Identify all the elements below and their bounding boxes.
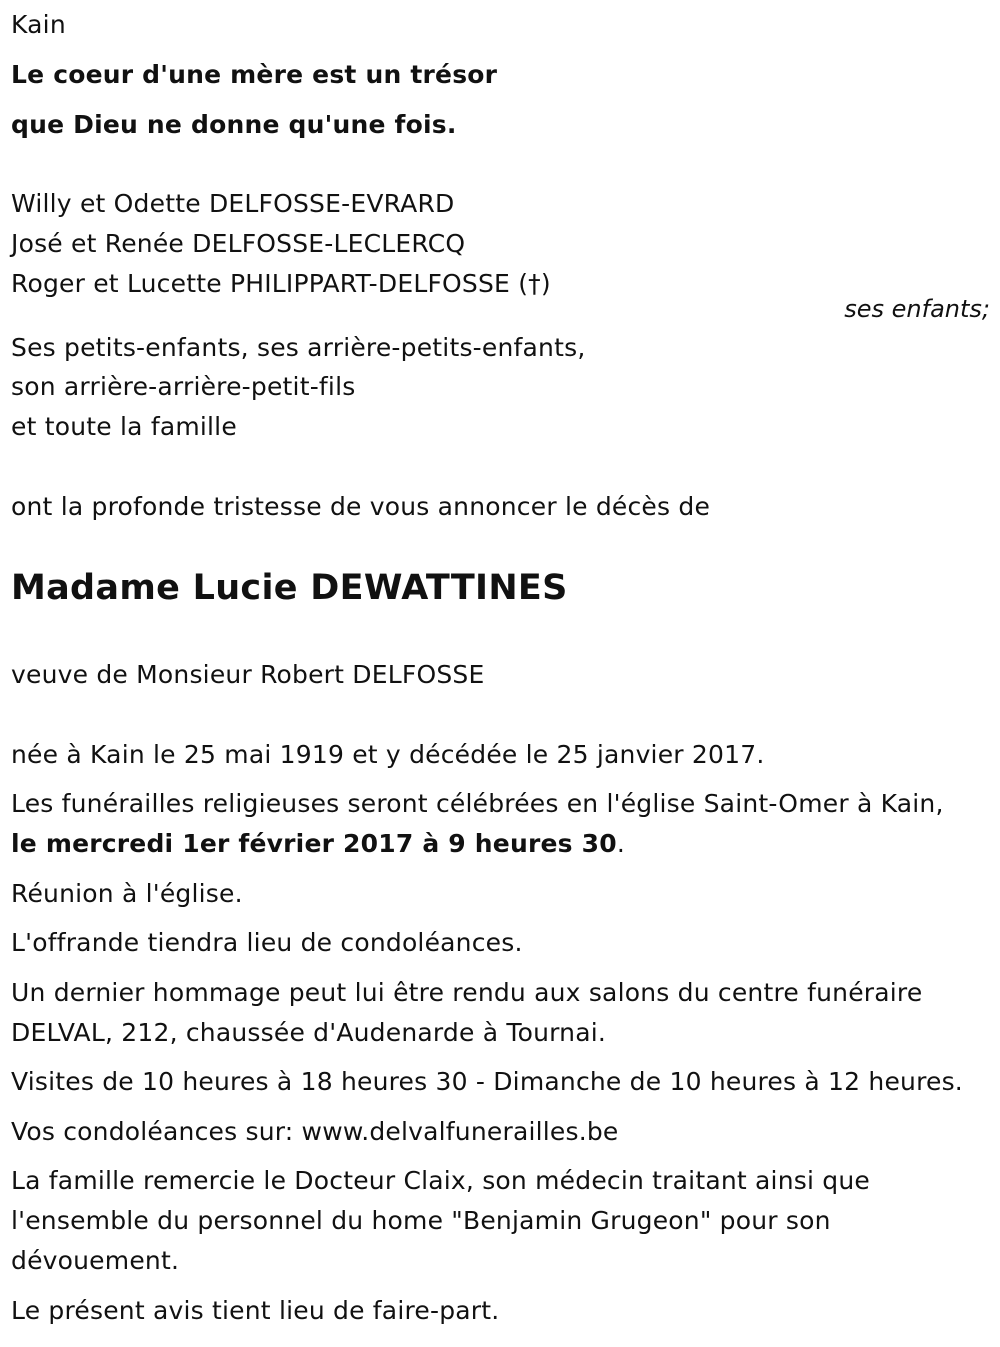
child-line-3: Roger et Lucette PHILIPPART-DELFOSSE (†)	[11, 269, 551, 298]
funeral-date: le mercredi 1er février 2017 à 9 heures 30	[11, 829, 617, 858]
tribute-line-2: DELVAL, 212, chaussée d'Audenarde à Tournai.	[11, 1018, 607, 1047]
location-text: Kain	[11, 10, 66, 39]
thanks-line-2: l'ensemble du personnel du home "Benjamin Grugeon" pour son	[11, 1206, 831, 1235]
tribute-line-1: Un dernier hommage peut lui être rendu aux salons du centre funéraire	[11, 978, 923, 1007]
quote-line-1: Le coeur d'une mère est un trésor	[11, 60, 498, 89]
family-line-1: Ses petits-enfants, ses arrière-petits-enfants,	[11, 333, 586, 362]
birth-death-text: née à Kain le 25 mai 1919 et y décédée le 25 janvier 2017.	[11, 740, 765, 769]
condolences-text: Vos condoléances sur: www.delvalfunerailles.be	[11, 1117, 619, 1146]
thanks-line-3: dévouement.	[11, 1246, 180, 1275]
offering-text: L'offrande tiendra lieu de condoléances.	[11, 928, 523, 957]
deceased-name: Madame Lucie DEWATTINES	[11, 568, 568, 608]
family-line-2: son arrière-arrière-petit-fils	[11, 372, 356, 401]
widow-of-text: veuve de Monsieur Robert DELFOSSE	[11, 660, 485, 689]
thanks-line-1: La famille remercie le Docteur Claix, son médecin traitant ainsi que	[11, 1166, 870, 1195]
children-note: ses enfants;	[844, 295, 990, 323]
meeting-text: Réunion à l'église.	[11, 879, 243, 908]
visits-text: Visites de 10 heures à 18 heures 30 - Dimanche de 10 heures à 12 heures.	[11, 1067, 963, 1096]
child-line-1: Willy et Odette DELFOSSE-EVRARD	[11, 189, 455, 218]
funeral-date-line	[11, 829, 625, 859]
child-line-2: José et Renée DELFOSSE-LECLERCQ	[11, 229, 466, 258]
announcement-text: ont la profonde tristesse de vous annoncer le décès de	[11, 492, 711, 521]
funeral-line-1: Les funérailles religieuses seront célébrées en l'église Saint-Omer à Kain,	[11, 789, 944, 818]
funeral-date-suffix: .	[616, 829, 625, 858]
closing-text: Le présent avis tient lieu de faire-part.	[11, 1296, 500, 1325]
family-line-3: et toute la famille	[11, 412, 237, 441]
quote-line-2: que Dieu ne donne qu'une fois.	[11, 110, 457, 139]
